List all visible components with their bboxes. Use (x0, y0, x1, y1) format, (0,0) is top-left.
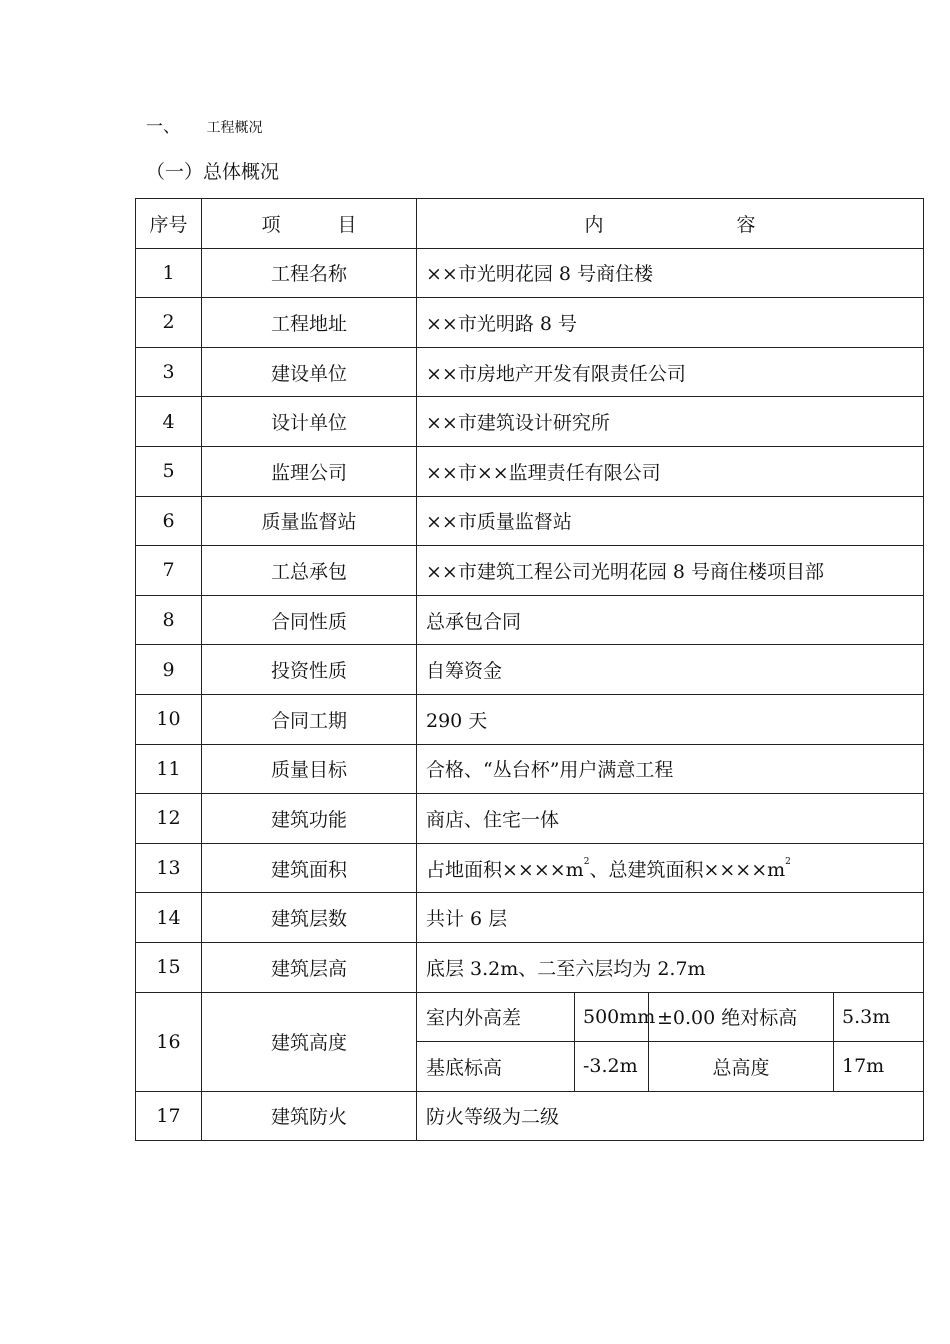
height-label-3: 基底标高 (417, 1042, 575, 1092)
row-content: ××市建筑工程公司光明花园 8 号商住楼项目部 (417, 546, 924, 596)
table-row (136, 595, 924, 645)
table-row (136, 1091, 924, 1141)
table-row (136, 397, 924, 447)
superscript: 2 (583, 856, 590, 867)
row-item: 工程名称 (202, 248, 417, 298)
table-row (136, 645, 924, 695)
row-no: 5 (136, 446, 202, 496)
row-no: 10 (136, 694, 202, 744)
row-content: ××市建筑设计研究所 (417, 397, 924, 447)
row-content: ××市房地产开发有限责任公司 (417, 347, 924, 397)
row-item: 建筑层数 (202, 893, 417, 943)
table-row (136, 298, 924, 348)
table-row (136, 794, 924, 844)
height-label-2: ±0.00 绝对标高 (649, 992, 834, 1042)
row-no: 3 (136, 347, 202, 397)
row-content: 自筹资金 (417, 645, 924, 695)
table-row (136, 744, 924, 794)
row-no: 13 (136, 843, 202, 893)
row-no: 15 (136, 942, 202, 992)
row-content: 总承包合同 (417, 595, 924, 645)
row-no: 8 (136, 595, 202, 645)
table-row (136, 893, 924, 943)
header-item: 项 目 (202, 199, 417, 249)
table-row (136, 546, 924, 596)
table-row (136, 446, 924, 496)
row-content (417, 843, 924, 893)
row-no: 4 (136, 397, 202, 447)
row-no: 11 (136, 744, 202, 794)
table-row (136, 347, 924, 397)
row-content: 共计 6 层 (417, 893, 924, 943)
row-item: 合同性质 (202, 595, 417, 645)
height-value-4: 17m (834, 1042, 924, 1092)
row-item: 设计单位 (202, 397, 417, 447)
row-no: 7 (136, 546, 202, 596)
row-content: ××市光明路 8 号 (417, 298, 924, 348)
row-item: 监理公司 (202, 446, 417, 496)
row-item: 质量目标 (202, 744, 417, 794)
row-content: ××市质量监督站 (417, 496, 924, 546)
table-row (136, 992, 924, 1042)
table-row (136, 843, 924, 893)
row-content: ××市××监理责任有限公司 (417, 446, 924, 496)
table-row (136, 496, 924, 546)
content-part: 占地面积××××m (426, 858, 584, 881)
header-content: 内 容 (417, 199, 924, 249)
row-item: 建筑面积 (202, 843, 417, 893)
section-number: 一、 (146, 117, 180, 137)
height-value-2: 5.3m (834, 992, 924, 1042)
row-item: 投资性质 (202, 645, 417, 695)
section-title: 工程概况 (206, 120, 263, 136)
row-item: 建筑防火 (202, 1091, 417, 1141)
superscript: 2 (785, 856, 791, 867)
row-item: 建筑层高 (202, 942, 417, 992)
row-no: 17 (136, 1091, 202, 1141)
row-content: 290 天 (417, 694, 924, 744)
row-item: 建设单位 (202, 347, 417, 397)
row-no: 14 (136, 893, 202, 943)
height-label-4: 总高度 (649, 1042, 834, 1092)
project-overview-table (135, 198, 924, 1141)
row-item: 合同工期 (202, 694, 417, 744)
row-content: 防火等级为二级 (417, 1091, 924, 1141)
row-content: ××市光明花园 8 号商住楼 (417, 248, 924, 298)
row-no: 9 (136, 645, 202, 695)
row-content: 合格、“丛台杯”用户满意工程 (417, 744, 924, 794)
row-no: 1 (136, 248, 202, 298)
height-value-1: 500mm (575, 992, 649, 1042)
row-item: 工总承包 (202, 546, 417, 596)
row-item: 工程地址 (202, 298, 417, 348)
row-item: 建筑高度 (202, 992, 417, 1091)
height-label-1: 室内外高差 (417, 992, 575, 1042)
height-value-3: -3.2m (575, 1042, 649, 1092)
table-row (136, 694, 924, 744)
content-part: 、总建筑面积××××m (589, 858, 786, 881)
row-no: 16 (136, 992, 202, 1091)
row-no: 12 (136, 794, 202, 844)
row-content: 商店、住宅一体 (417, 794, 924, 844)
header-no: 序号 (136, 199, 202, 249)
row-no: 2 (136, 298, 202, 348)
subsection-heading: （一）总体概况 (146, 161, 280, 183)
table-header-row (136, 199, 924, 249)
section-heading (146, 112, 262, 137)
table-row (136, 942, 924, 992)
row-item: 质量监督站 (202, 496, 417, 546)
row-content: 底层 3.2m、二至六层均为 2.7m (417, 942, 924, 992)
row-no: 6 (136, 496, 202, 546)
table-row (136, 248, 924, 298)
row-item: 建筑功能 (202, 794, 417, 844)
